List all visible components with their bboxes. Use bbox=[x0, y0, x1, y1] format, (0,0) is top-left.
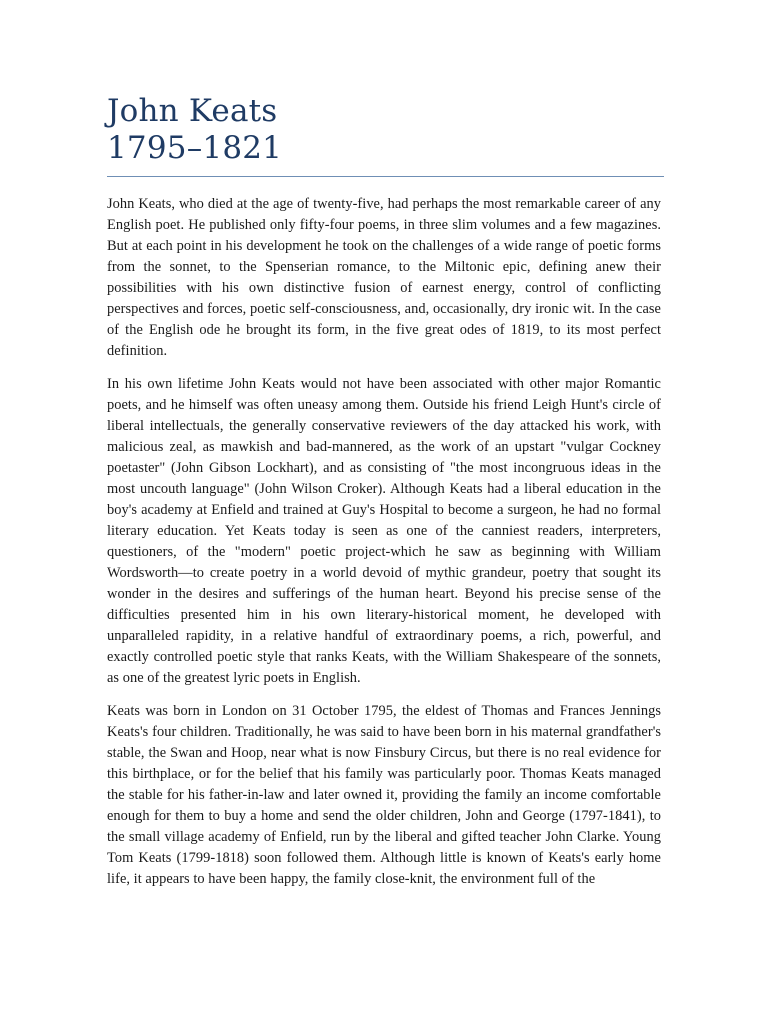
paragraph-1: John Keats, who died at the age of twenty-five, had perhaps the most remarkable career of any English poet. He published only fifty-four poems, in three slim volumes and a few magazines. But at each point in his development he took on the challenges of a wide range of poetic forms from the sonnet, to the Spenserian romance, to the Miltonic epic, defining anew their possibilities with his own distinctive fusion of earnest energy, control of conflicting perspectives and forces, poetic self-consciousness, and, occasionally, dry ironic wit. In the case of the English ode he brought its form, in the five great odes of 1819, to its most perfect definition. bbox=[107, 196, 661, 359]
paragraph-3: Keats was born in London on 31 October 1795, the eldest of Thomas and Frances Jennings Keats's four children. Traditionally, he was said to have been born in his maternal grandfather's stable, the Swan and Hoop, near what is now Finsbury Circus, but there is no real evidence for this birthplace, or for the belief that his family was particularly poor. Thomas Keats managed the stable for his father-in-law and later owned it, providing the family an income comfortable enough for them to buy a home and send the older children, John and George (1797-1841), to the small village academy of Enfield, run by the liberal and gifted teacher John Clarke. Young Tom Keats (1799-1818) soon followed them. Although little is known of Keats's early home life, it appears to have been happy, the family close-knit, the environment full of the bbox=[107, 703, 661, 887]
paragraph-2: In his own lifetime John Keats would not have been associated with other major Romantic poets, and he himself was often uneasy among them. Outside his friend Leigh Hunt's circle of liberal intellectuals, the generally conservative reviewers of the day attacked his work, with malicious zeal, as mawkish and bad-mannered, as the work of an upstart "vulgar Cockney poetaster" (John Gibson Lockhart), and as consisting of "the most incongruous ideas in the most uncouth language" (John Wilson Croker). Although Keats had a liberal education in the boy's academy at Enfield and trained at Guy's Hospital to become a surgeon, he had no formal literary education. Yet Keats today is seen as one of the canniest readers, interpreters, questioners, of the "modern" poetic project-which he saw as beginning with William Wordsworth—to create poetry in a world devoid of mythic grandeur, poetry that sought its wonder in the desires and sufferings of the human heart. Beyond his precise sense of the difficulties presented him in his own literary-historical moment, he developed with unparalleled rapidity, in a relative handful of extraordinary poems, a rich, powerful, and exactly controlled poetic style that ranks Keats, with the William Shakespeare of the sonnets, as one of the greatest lyric poets in English. bbox=[107, 376, 661, 686]
page-title: John Keats bbox=[107, 93, 278, 129]
document-body bbox=[107, 194, 661, 1024]
title-divider bbox=[107, 176, 664, 177]
life-dates: 1795–1821 bbox=[107, 130, 283, 166]
title-block bbox=[107, 93, 667, 167]
